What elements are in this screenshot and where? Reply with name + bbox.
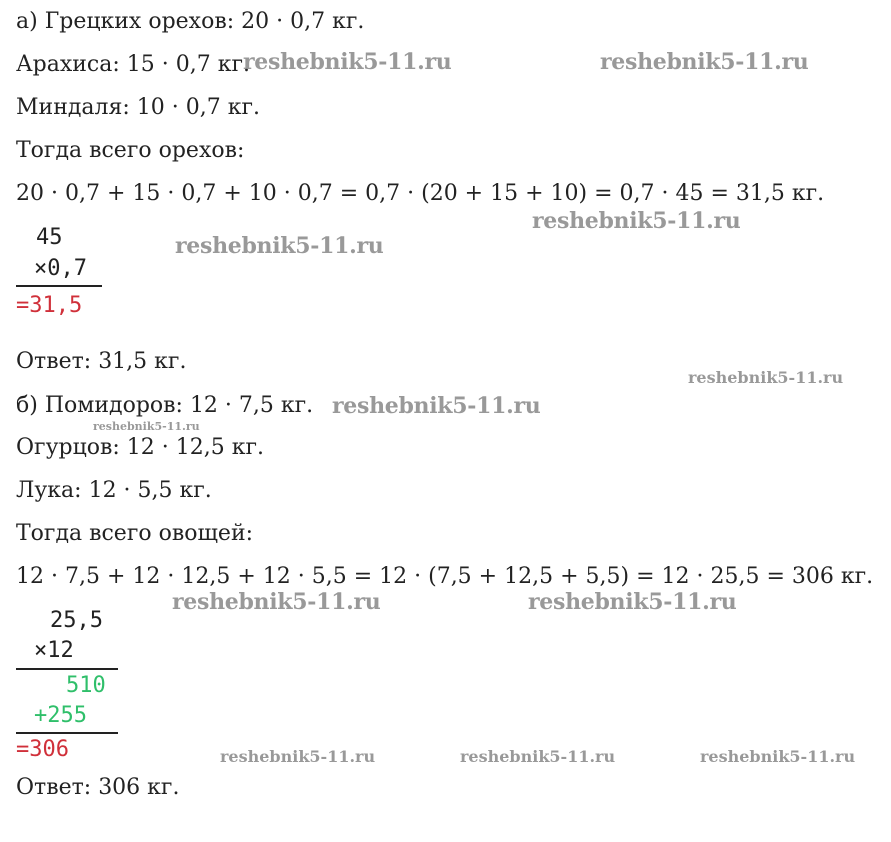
total-nuts-intro: Тогда всего орехов: [16,138,245,163]
onions-line: Лука: 12 · 5,5 кг. [16,478,212,503]
calc-b-operand2: ×12 [34,638,74,663]
calc-a-result: =31,5 [16,293,83,318]
watermark: reshebnik5-11.ru [528,589,737,615]
watermark: reshebnik5-11.ru [220,747,376,766]
calc-a-operand2: ×0,7 [34,256,87,281]
total-nuts-equation: 20 · 0,7 + 15 · 0,7 + 10 · 0,7 = 0,7 · (20 + 15 + 10) = 0,7 · 45 = 31,5 кг. [16,181,825,206]
calc-a-rule [16,285,102,287]
total-vegetables-equation: 12 · 7,5 + 12 · 12,5 + 12 · 5,5 = 12 · (7,5 + 12,5 + 5,5) = 12 · 25,5 = 306 кг. [16,564,874,589]
watermark: reshebnik5-11.ru [93,420,200,433]
calc-b-rule-1 [16,668,118,670]
watermark: reshebnik5-11.ru [600,49,809,75]
cucumbers-line: Огурцов: 12 · 12,5 кг. [16,435,264,460]
calc-a-operand1: 45 [36,225,63,250]
calc-b-rule-2 [16,732,118,734]
total-vegetables-intro: Тогда всего овощей: [16,521,254,546]
watermark: reshebnik5-11.ru [332,393,541,419]
answer-a: Ответ: 31,5 кг. [16,349,187,374]
watermark: reshebnik5-11.ru [175,233,384,259]
watermark: reshebnik5-11.ru [172,589,381,615]
watermark: reshebnik5-11.ru [688,368,844,387]
watermark: reshebnik5-11.ru [243,49,452,75]
walnuts-line: а) Грецких орехов: 20 · 0,7 кг. [16,9,365,34]
calc-b-operand1: 25,5 [50,608,103,633]
watermark: reshebnik5-11.ru [532,208,741,234]
watermark: reshebnik5-11.ru [460,747,616,766]
calc-b-partial2: +255 [34,703,87,728]
peanuts-line: Арахиса: 15 · 0,7 кг. [16,52,250,77]
almonds-line: Миндаля: 10 · 0,7 кг. [16,95,260,120]
calc-b-partial1: 510 [66,673,106,698]
tomatoes-line: б) Помидоров: 12 · 7,5 кг. [16,393,314,418]
calc-b-result: =306 [16,737,69,762]
answer-b: Ответ: 306 кг. [16,775,180,800]
watermark: reshebnik5-11.ru [700,747,856,766]
